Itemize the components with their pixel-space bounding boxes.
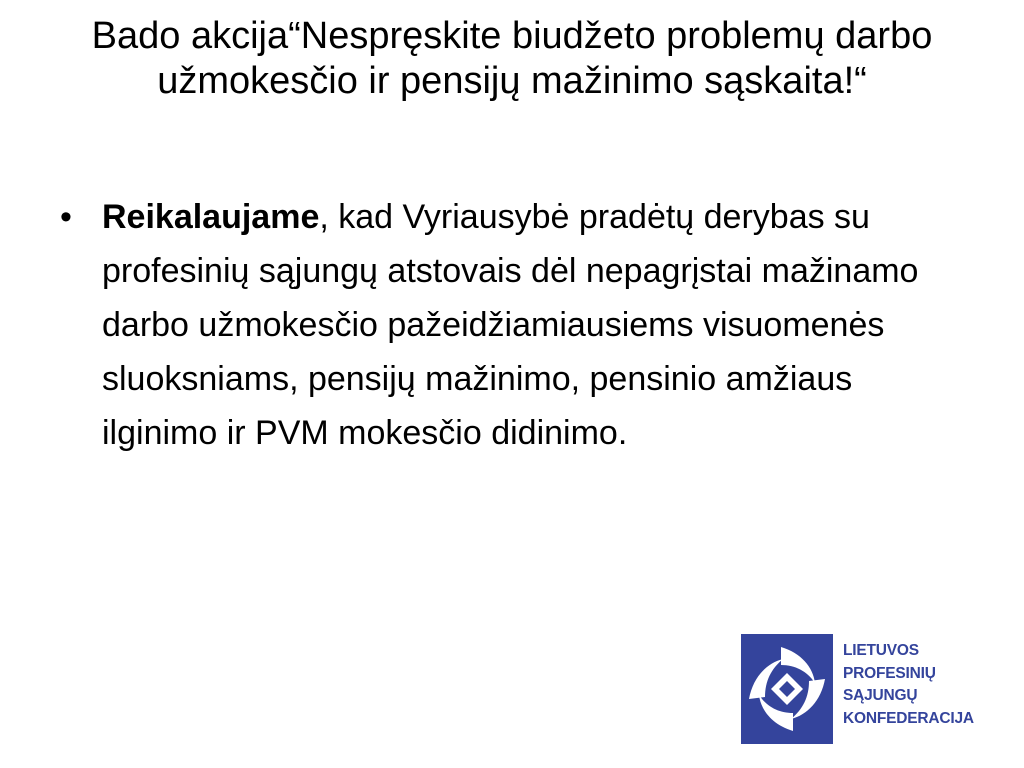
bullet-text: , kad Vyriausybė pradėtų derybas su profesinių sąjungų atstovais dėl nepagrįstai mažinamo darbo užmokesčio pažeidžiamiausiems visuomenės sluoksniams, pensijų mažinimo, pensinio amžiaus ilginimo ir PVM mokesčio didinimo. <box>102 198 919 452</box>
bullet-icon: • <box>60 198 72 236</box>
slide-title: Bado akcija“Nespręskite biudžeto problemų darbo užmokesčio ir pensijų mažinimo sąskaita!“ <box>91 15 933 102</box>
slide-body <box>60 190 920 460</box>
logo-text <box>843 640 974 730</box>
logo-line-3: SĄJUNGŲ <box>843 687 918 704</box>
logo-line-1: LIETUVOS <box>843 642 919 659</box>
logo-line-2: PROFESINIŲ <box>843 664 936 682</box>
bullet-item <box>60 190 920 460</box>
lpsk-swirl-emblem-icon <box>741 634 833 744</box>
bullet-emphasis: Reikalaujame <box>102 198 320 236</box>
organization-logo <box>741 634 981 744</box>
logo-line-4: KONFEDERACIJA <box>843 709 974 727</box>
